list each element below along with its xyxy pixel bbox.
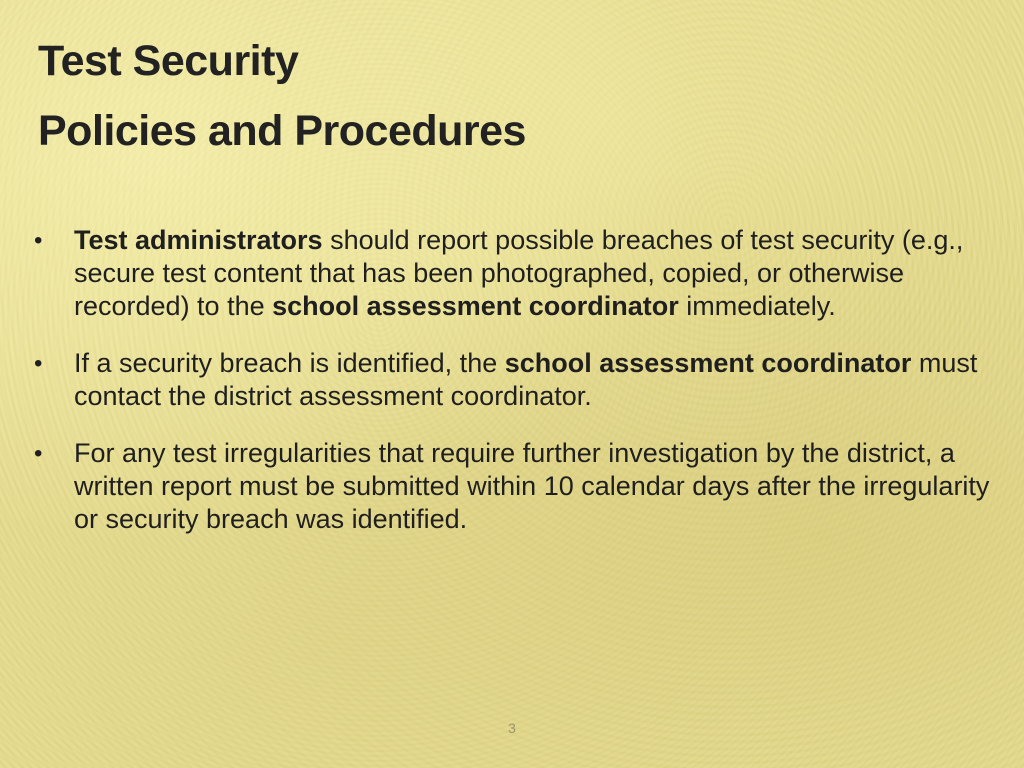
bullet-1-part-1: Test administrators [74,225,323,255]
bullet-2-part-2: school assessment coordinator [504,348,912,378]
page-number: 3 [508,720,516,736]
bullet-1-part-4: immediately. [678,291,836,321]
bullet-2-part-3: must contact the district assessment coordinator. [74,348,978,411]
bullet-item [34,347,994,413]
title-line-2: Policies and Procedures [38,107,526,155]
bullet-icon: • [34,227,43,254]
title-line-1: Test Security [38,37,299,85]
bullet-item [34,437,994,536]
slide-title [38,26,526,166]
bullet-item [34,224,994,323]
bullet-icon: • [34,440,43,467]
bullet-1-part-3: school assessment coordinator [272,291,679,321]
bullet-2-part-1: If a security breach is identified, the [74,348,505,378]
bullet-icon: • [34,350,43,377]
bullet-1-part-2: should report possible breaches of test security (e.g., secure test content that has been photographed, copied, or otherwise recorded) to the [74,225,964,321]
bullet-list [34,224,994,560]
bullet-3-part-1: For any test irregularities that require further investigation by the district, a written report must be submitted within 10 calendar days after the irregularity or security breach was identified. [74,438,990,534]
